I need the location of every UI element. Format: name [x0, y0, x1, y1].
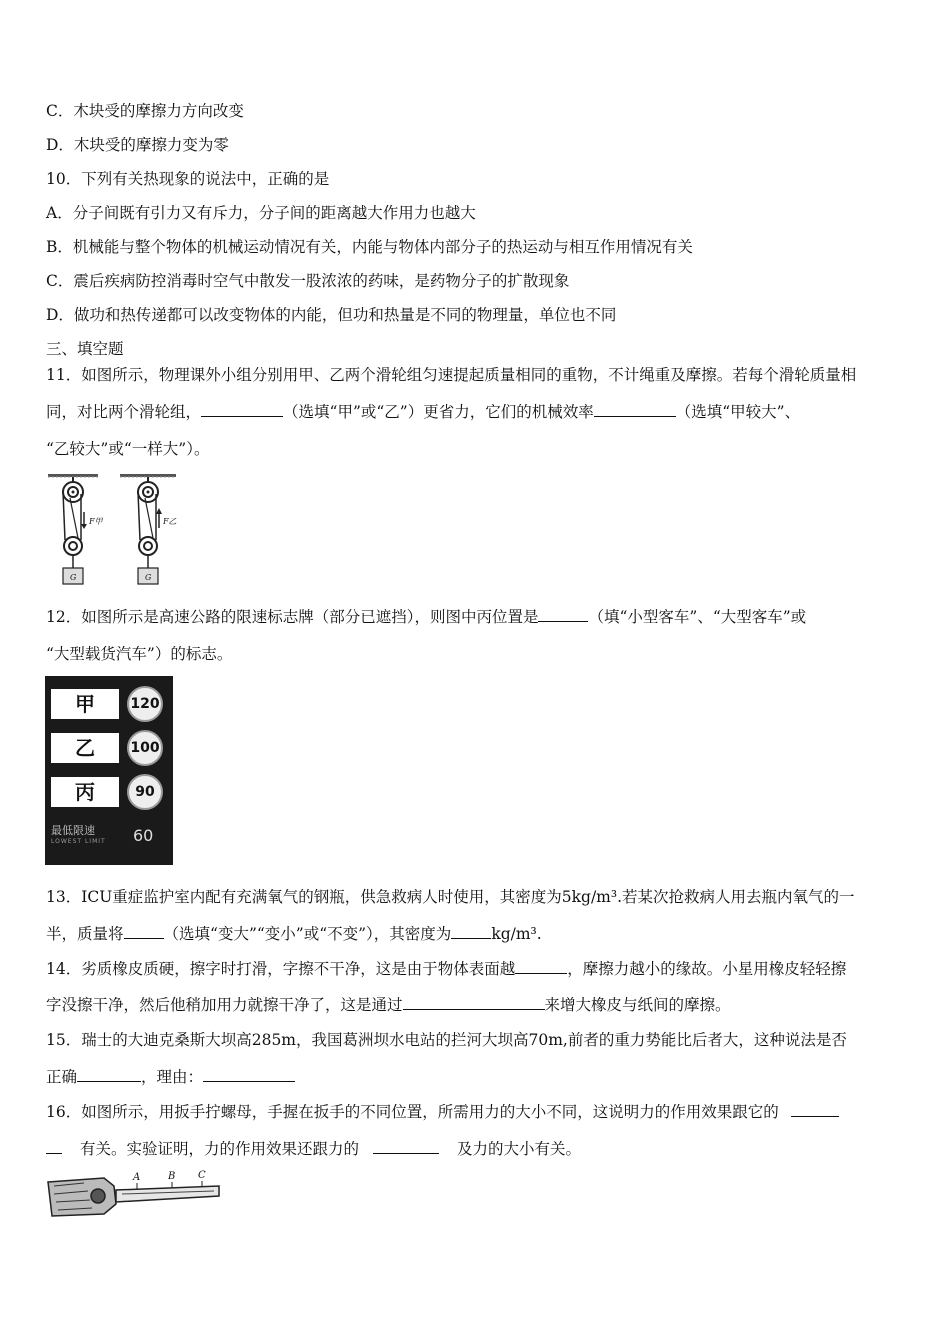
right-weight-label: G: [145, 573, 152, 582]
pulley-figure: [44, 468, 184, 590]
left-weight-label: G: [70, 573, 77, 582]
q15-blank-1[interactable]: [77, 1067, 141, 1082]
q10-option-a: A．分子间既有引力又有斥力，分子间的距离越大作用力也越大: [46, 204, 476, 222]
q12-text-b: （填“小型客车”、“大型客车”或: [588, 608, 807, 626]
q16-blank-1a[interactable]: [791, 1102, 839, 1117]
q14-blank-1[interactable]: [515, 959, 567, 974]
q14-blank-2[interactable]: [403, 995, 545, 1010]
nut-icon: [91, 1189, 105, 1203]
q11-blank-1[interactable]: [201, 402, 283, 417]
q15-blank-2[interactable]: [203, 1067, 295, 1082]
wrench-figure: [44, 1168, 224, 1224]
q13-text-a: 半，质量将: [46, 925, 124, 943]
q16-text-a: 16．如图所示，用扳手拧螺母，手握在扳手的不同位置，所需用力的大小不同，这说明力的作用效果跟它的: [46, 1103, 779, 1121]
q11-line2: [46, 402, 800, 422]
q13-text-c: kg/m³.: [491, 925, 542, 943]
right-force-label: F乙: [163, 517, 177, 526]
sign-lane-name: 甲: [51, 689, 119, 719]
sign-min-value: 60: [133, 826, 154, 845]
q11-text-a: 同，对比两个滑轮组，: [46, 403, 202, 421]
pulley-system-right: [120, 474, 176, 584]
q9-option-d: D．木块受的摩擦力变为零: [46, 136, 229, 154]
q14-text-b: ，摩擦力越小的缘故。小星用橡皮轻轻擦: [567, 960, 847, 978]
speed-limit-sign: [45, 676, 173, 865]
q14-text-a2: 字没擦干净，然后他稍加用力就擦干净了，这是通过: [46, 996, 403, 1014]
q16-line1: [46, 1102, 839, 1122]
q11-text-c: （选填“甲较大”、: [675, 403, 801, 421]
q15-line2: [46, 1067, 295, 1087]
q16-line2: [46, 1139, 581, 1159]
sign-row-bing: [49, 772, 169, 812]
q11-line3: “乙较大”或“一样大”）。: [46, 440, 210, 458]
q14-line1: [46, 959, 846, 979]
q10-option-b: B．机械能与整个物体的机械运动情况有关，内能与物体内部分子的热运动与相互作用情况有关: [46, 238, 693, 256]
sign-row-jia: [49, 684, 169, 724]
section-title: 三、填空题: [46, 340, 124, 358]
sign-limit-value: 90: [127, 774, 163, 810]
wrench-label-b: B: [168, 1171, 176, 1182]
q16-text-c: 及力的大小有关。: [457, 1140, 582, 1158]
sign-min-label: 最低限速: [51, 824, 95, 837]
q16-text-b: 有关。实验证明，力的作用效果还跟力的: [80, 1140, 360, 1158]
q9-option-c: C．木块受的摩擦力方向改变: [46, 102, 244, 120]
q13-blank-2[interactable]: [451, 924, 491, 939]
left-force-label: F甲: [89, 517, 103, 526]
q10-option-d: D．做功和热传递都可以改变物体的内能，但功和热量是不同的物理量，单位也不同: [46, 306, 617, 324]
q14-text-b2: 来增大橡皮与纸间的摩擦。: [544, 996, 731, 1014]
sign-lane-name: 丙: [51, 777, 119, 807]
wrench-label-a: A: [133, 1172, 141, 1183]
q15-line1: 15．瑞士的大迪克桑斯大坝高285m，我国葛洲坝水电站的拦河大坝高70m,前者的重力势能比后者大，这种说法是否: [46, 1031, 847, 1049]
q13-text-b: （选填“变大”“变小”或“不变”），其密度为: [163, 925, 452, 943]
sign-min-sublabel: LOWEST LIMIT: [51, 838, 106, 845]
q13-blank-1[interactable]: [124, 924, 164, 939]
q11-line1: 11．如图所示，物理课外小组分别用甲、乙两个滑轮组匀速提起质量相同的重物，不计绳重及摩擦。若每个滑轮质量相: [46, 366, 857, 384]
q14-text-a: 14．劣质橡皮质硬，擦字时打滑，字擦不干净，这是由于物体表面越: [46, 960, 516, 978]
sign-limit-value: 120: [127, 686, 163, 722]
q12-blank[interactable]: [538, 607, 588, 622]
q10-stem: 10．下列有关热现象的说法中，正确的是: [46, 170, 330, 188]
sign-lane-name: 乙: [51, 733, 119, 763]
q16-blank-2[interactable]: [373, 1139, 439, 1154]
pulley-system-left: [48, 474, 98, 584]
q15-text-a: 正确: [46, 1068, 78, 1086]
q15-text-b: ，理由：: [141, 1068, 204, 1086]
q16-blank-1b[interactable]: [46, 1139, 62, 1154]
q10-option-c: C．震后疾病防控消毒时空气中散发一股浓浓的药味，是药物分子的扩散现象: [46, 272, 570, 290]
q11-text-b: （选填“甲”或“乙”）更省力，它们的机械效率: [283, 403, 594, 421]
sign-limit-value: 100: [127, 730, 163, 766]
q12-text-a: 12．如图所示是高速公路的限速标志牌（部分已遮挡），则图中丙位置是: [46, 608, 539, 626]
wrench-label-c: C: [198, 1170, 206, 1181]
q13-line2: [46, 924, 542, 944]
q11-blank-2[interactable]: [594, 402, 676, 417]
sign-row-yi: [49, 728, 169, 768]
q12-line1: [46, 607, 806, 627]
q12-line2: “大型载货汽车”）的标志。: [46, 645, 233, 663]
q14-line2: [46, 995, 731, 1015]
q13-line1: 13．ICU重症监护室内配有充满氧气的钢瓶，供急救病人时使用，其密度为5kg/m³.若某次抢救病人用去瓶内氧气的一: [46, 888, 855, 906]
